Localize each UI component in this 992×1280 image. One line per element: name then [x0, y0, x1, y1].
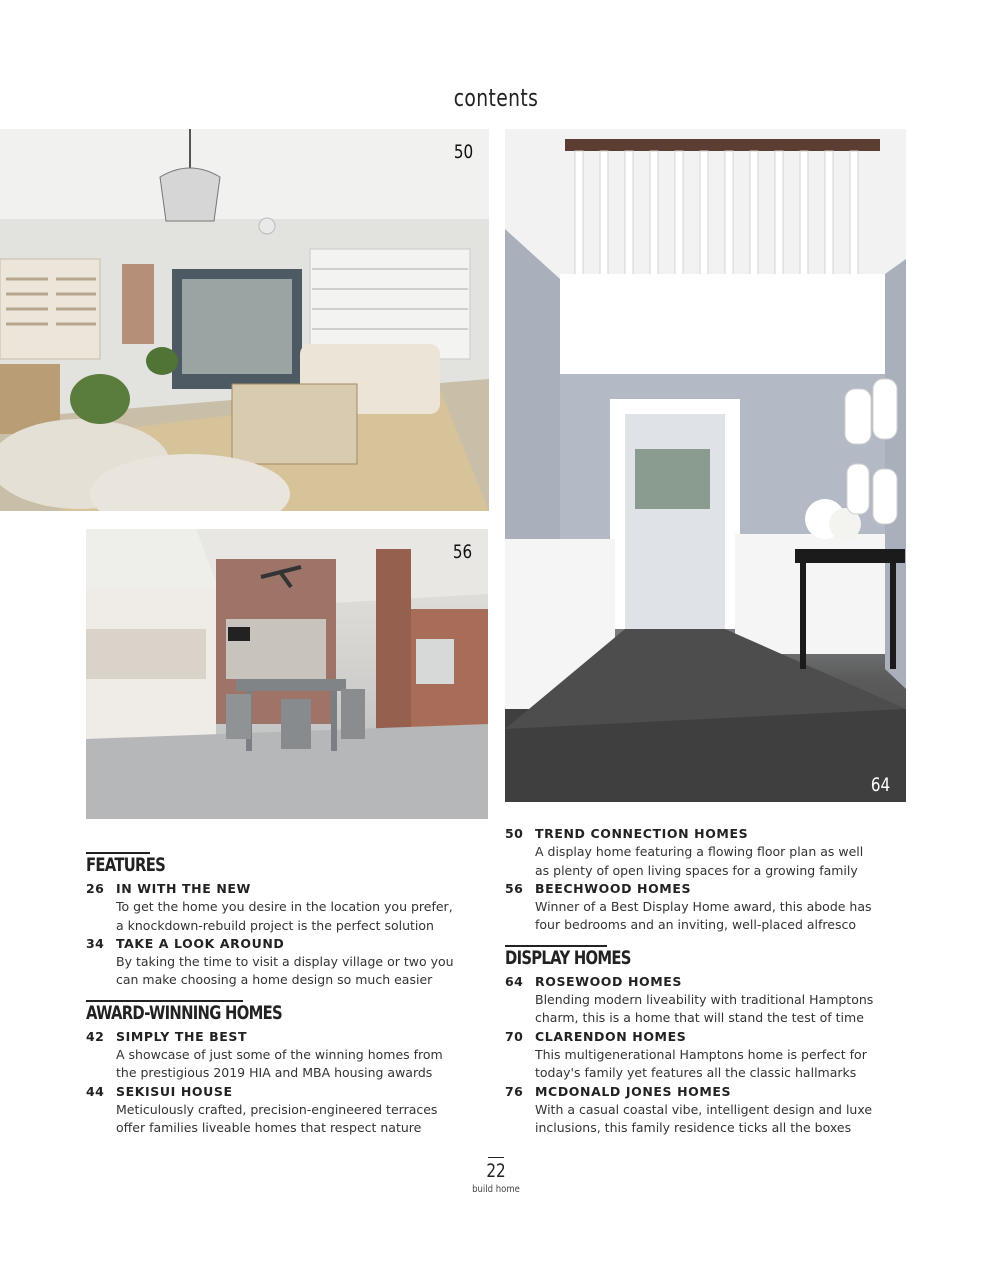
hallway-photo[interactable]	[505, 129, 906, 802]
entry-page-number: 34	[86, 935, 105, 951]
contents-entry-42[interactable]	[86, 1028, 466, 1083]
alfresco-illustration	[86, 529, 488, 819]
entry-description: charm, this is a home that will stand the test of time	[535, 1010, 864, 1026]
living-room-illustration	[0, 129, 489, 511]
entry-title: ROSEWOOD HOMES	[535, 973, 683, 989]
entry-description: This multigenerational Hamptons home is perfect for	[535, 1046, 867, 1062]
contents-entry-64[interactable]	[505, 973, 905, 1028]
entry-description: inclusions, this family residence ticks all the boxes	[535, 1120, 852, 1136]
contents-entry-34[interactable]	[86, 935, 466, 990]
alfresco-photo[interactable]	[86, 529, 488, 819]
entry-description: four bedrooms and an inviting, well-placed alfresco	[535, 917, 856, 933]
entry-title: SIMPLY THE BEST	[116, 1028, 248, 1044]
footer-rule	[488, 1157, 504, 1158]
entry-page-number: 44	[86, 1083, 105, 1099]
entry-title: TREND CONNECTION HOMES	[535, 826, 749, 841]
page-ref-50: 50	[453, 141, 473, 163]
page-ref-56: 56	[452, 541, 472, 563]
entry-description: as plenty of open living spaces for a growing family	[535, 862, 858, 878]
page-ref-64: 64	[870, 774, 890, 796]
display-homes-section-heading	[505, 945, 905, 973]
entry-description: By taking the time to visit a display village or two you	[116, 954, 454, 970]
entry-description: a knockdown-rebuild project is the perfect solution	[116, 917, 434, 933]
contents-entry-56[interactable]	[505, 880, 905, 935]
entry-description: A showcase of just some of the winning homes from	[116, 1047, 443, 1063]
award-winning-section-heading	[86, 1000, 466, 1028]
entry-description: With a casual coastal vibe, intelligent design and luxe	[535, 1101, 873, 1117]
contents-right-column	[505, 825, 905, 1137]
entry-title: BEECHWOOD HOMES	[535, 880, 692, 896]
features-heading: FEATURES	[86, 855, 166, 876]
entry-title: MCDONALD JONES HOMES	[535, 1083, 732, 1099]
hallway-illustration	[505, 129, 906, 802]
contents-left-column	[86, 852, 466, 1138]
entry-description: today's family yet features all the classic hallmarks	[535, 1065, 857, 1081]
entry-title: TAKE A LOOK AROUND	[116, 935, 285, 951]
entry-description: To get the home you desire in the location you prefer,	[116, 899, 453, 915]
contents-entry-26[interactable]	[86, 880, 466, 935]
entry-page-number: 26	[86, 881, 105, 896]
contents-entry-70[interactable]	[505, 1028, 905, 1083]
entry-description: offer families liveable homes that respect nature	[116, 1120, 422, 1136]
display-homes-heading: DISPLAY HOMES	[505, 947, 631, 969]
entry-page-number: 42	[86, 1028, 105, 1044]
contents-entry-44[interactable]	[86, 1083, 466, 1138]
magazine-name: build home	[472, 1184, 520, 1195]
features-section-heading	[86, 852, 466, 880]
entry-title: IN WITH THE NEW	[116, 881, 251, 896]
entry-title: SEKISUI HOUSE	[116, 1083, 233, 1099]
entry-page-number: 50	[505, 826, 524, 841]
entry-description: can make choosing a home design so much easier	[116, 972, 433, 988]
entry-page-number: 76	[505, 1083, 524, 1099]
entry-page-number: 56	[505, 880, 524, 896]
contents-entry-76[interactable]	[505, 1083, 905, 1138]
page-number: 22	[486, 1160, 506, 1182]
entry-page-number: 64	[505, 973, 524, 989]
entry-description: A display home featuring a flowing floor plan as well	[535, 844, 864, 860]
entry-description: Blending modern liveability with traditional Hamptons	[535, 992, 874, 1008]
contents-entry-50[interactable]	[505, 825, 905, 880]
entry-description: Meticulously crafted, precision-engineered terraces	[116, 1101, 438, 1117]
entry-description: the prestigious 2019 HIA and MBA housing awards	[116, 1065, 433, 1081]
award-winning-heading: AWARD-WINNING HOMES	[86, 1002, 282, 1024]
page-title: contents	[453, 84, 539, 112]
entry-page-number: 70	[505, 1028, 524, 1044]
entry-title: CLARENDON HOMES	[535, 1028, 687, 1044]
living-room-photo[interactable]	[0, 129, 489, 511]
entry-description: Winner of a Best Display Home award, this abode has	[535, 899, 872, 915]
